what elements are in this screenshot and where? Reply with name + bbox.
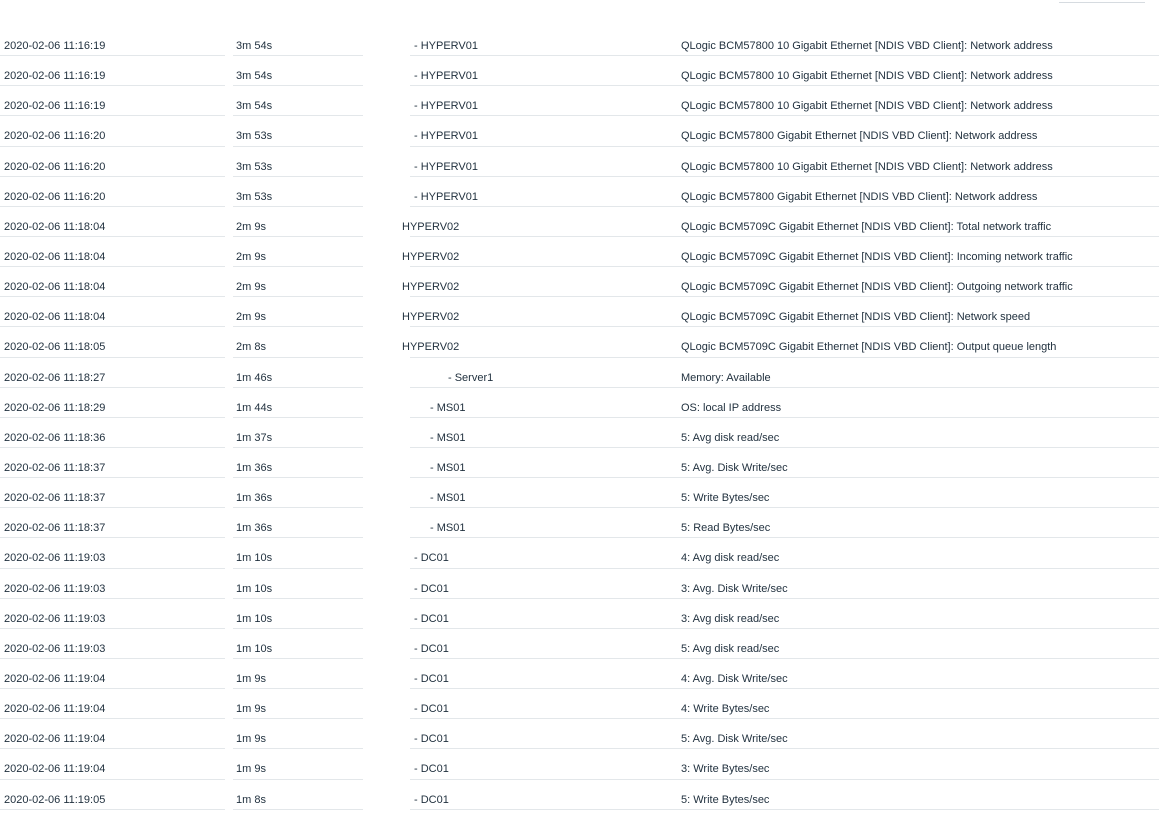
problem-link[interactable]: QLogic BCM5709C Gigabit Ethernet [NDIS VBD Client]: Total network traffic bbox=[681, 220, 1052, 233]
table-row[interactable] bbox=[0, 780, 1159, 810]
problem-link[interactable]: QLogic BCM5709C Gigabit Ethernet [NDIS VBD Client]: Outgoing network traffic bbox=[681, 281, 1073, 294]
duration-cell: 1m 9s bbox=[236, 672, 266, 685]
host-link[interactable]: - Server1 bbox=[448, 371, 494, 384]
duration-cell: 1m 9s bbox=[236, 763, 266, 776]
problem-link[interactable]: QLogic BCM5709C Gigabit Ethernet [NDIS VBD Client]: Incoming network traffic bbox=[681, 250, 1073, 263]
problem-link[interactable]: QLogic BCM5709C Gigabit Ethernet [NDIS VBD Client]: Output queue length bbox=[681, 341, 1057, 354]
duration-cell: 1m 37s bbox=[236, 431, 273, 444]
duration-cell: 1m 9s bbox=[236, 703, 266, 716]
problem-link[interactable]: QLogic BCM57800 10 Gigabit Ethernet [NDIS VBD Client]: Network address bbox=[681, 40, 1053, 52]
duration-cell: 1m 36s bbox=[236, 522, 273, 535]
time-cell: 2020-02-06 11:18:37 bbox=[4, 461, 106, 474]
host-link[interactable]: - DC01 bbox=[414, 582, 449, 595]
duration-cell: 2m 9s bbox=[236, 281, 266, 294]
table-row[interactable] bbox=[0, 56, 1159, 86]
time-cell: 2020-02-06 11:19:04 bbox=[4, 672, 106, 685]
duration-cell: 1m 44s bbox=[236, 401, 273, 414]
duration-cell: 3m 53s bbox=[236, 190, 273, 203]
table-row[interactable] bbox=[0, 478, 1159, 508]
duration-cell: 2m 9s bbox=[236, 311, 266, 324]
host-link[interactable]: HYPERV02 bbox=[402, 341, 460, 354]
problem-link[interactable]: 5: Write Bytes/sec bbox=[681, 793, 770, 806]
problem-link[interactable]: 5: Read Bytes/sec bbox=[681, 522, 771, 535]
duration-cell: 2m 9s bbox=[236, 220, 266, 233]
duration-cell: 3m 54s bbox=[236, 40, 273, 52]
time-cell: 2020-02-06 11:16:19 bbox=[4, 70, 106, 83]
problem-link[interactable]: QLogic BCM57800 Gigabit Ethernet [NDIS VBD Client]: Network address bbox=[681, 130, 1038, 143]
table-row[interactable] bbox=[0, 147, 1159, 177]
problems-table bbox=[0, 26, 1159, 810]
duration-cell: 1m 36s bbox=[236, 461, 273, 474]
time-cell: 2020-02-06 11:18:29 bbox=[4, 401, 106, 414]
table-row[interactable] bbox=[0, 659, 1159, 689]
table-row[interactable] bbox=[0, 116, 1159, 146]
table-row[interactable] bbox=[0, 237, 1159, 267]
problem-link[interactable]: QLogic BCM5709C Gigabit Ethernet [NDIS VBD Client]: Network speed bbox=[681, 311, 1031, 324]
time-cell: 2020-02-06 11:19:03 bbox=[4, 582, 106, 595]
table-row[interactable] bbox=[0, 418, 1159, 448]
duration-cell: 3m 53s bbox=[236, 160, 273, 173]
host-link[interactable]: - DC01 bbox=[414, 703, 449, 716]
duration-cell: 3m 54s bbox=[236, 70, 273, 83]
time-cell: 2020-02-06 11:18:37 bbox=[4, 522, 106, 535]
duration-cell: 1m 10s bbox=[236, 642, 273, 655]
duration-cell: 1m 8s bbox=[236, 793, 266, 806]
host-link[interactable]: - DC01 bbox=[414, 642, 449, 655]
time-cell: 2020-02-06 11:18:04 bbox=[4, 250, 106, 263]
time-cell: 2020-02-06 11:19:03 bbox=[4, 552, 106, 565]
problem-link[interactable]: QLogic BCM57800 10 Gigabit Ethernet [NDIS VBD Client]: Network address bbox=[681, 160, 1053, 173]
table-row[interactable] bbox=[0, 207, 1159, 237]
problem-link[interactable]: QLogic BCM57800 10 Gigabit Ethernet [NDIS VBD Client]: Network address bbox=[681, 100, 1053, 113]
host-link[interactable]: - HYPERV01 bbox=[414, 130, 478, 143]
duration-cell: 3m 53s bbox=[236, 130, 273, 143]
row-divider bbox=[0, 809, 225, 810]
problem-link[interactable]: 4: Avg disk read/sec bbox=[681, 552, 780, 565]
host-link[interactable]: - DC01 bbox=[414, 763, 449, 776]
problem-link[interactable]: 4: Write Bytes/sec bbox=[681, 703, 770, 716]
problem-link[interactable]: Memory: Available bbox=[681, 371, 771, 384]
host-link[interactable]: - MS01 bbox=[430, 492, 466, 505]
row-divider bbox=[410, 809, 1159, 810]
problem-link[interactable]: 3: Avg. Disk Write/sec bbox=[681, 582, 788, 595]
time-cell: 2020-02-06 11:16:20 bbox=[4, 190, 106, 203]
table-row[interactable] bbox=[0, 358, 1159, 388]
table-row[interactable] bbox=[0, 538, 1159, 568]
host-link[interactable]: HYPERV02 bbox=[402, 220, 460, 233]
table-row[interactable] bbox=[0, 599, 1159, 629]
host-link[interactable]: - DC01 bbox=[414, 552, 449, 565]
problem-link[interactable]: 5: Avg disk read/sec bbox=[681, 431, 780, 444]
host-link[interactable]: - HYPERV01 bbox=[414, 190, 478, 203]
table-row[interactable] bbox=[0, 177, 1159, 207]
time-cell: 2020-02-06 11:16:19 bbox=[4, 40, 106, 52]
problem-link[interactable]: 4: Avg. Disk Write/sec bbox=[681, 672, 788, 685]
time-cell: 2020-02-06 11:18:37 bbox=[4, 492, 106, 505]
duration-cell: 1m 46s bbox=[236, 371, 273, 384]
time-cell: 2020-02-06 11:19:05 bbox=[4, 793, 106, 806]
duration-cell: 2m 9s bbox=[236, 250, 266, 263]
duration-cell: 2m 8s bbox=[236, 341, 266, 354]
problem-link[interactable]: 5: Avg. Disk Write/sec bbox=[681, 461, 788, 474]
duration-cell: 1m 10s bbox=[236, 552, 273, 565]
problem-link[interactable]: QLogic BCM57800 10 Gigabit Ethernet [NDIS VBD Client]: Network address bbox=[681, 70, 1053, 83]
time-cell: 2020-02-06 11:18:36 bbox=[4, 431, 106, 444]
host-link[interactable]: - MS01 bbox=[430, 431, 466, 444]
time-cell: 2020-02-06 11:19:04 bbox=[4, 703, 106, 716]
problem-link[interactable]: OS: local IP address bbox=[681, 401, 782, 414]
host-link[interactable]: - MS01 bbox=[430, 401, 466, 414]
time-cell: 2020-02-06 11:18:04 bbox=[4, 220, 106, 233]
table-row[interactable] bbox=[0, 297, 1159, 327]
time-cell: 2020-02-06 11:18:05 bbox=[4, 341, 106, 354]
time-cell: 2020-02-06 11:16:20 bbox=[4, 130, 106, 143]
host-link[interactable]: - DC01 bbox=[414, 612, 449, 625]
host-link[interactable]: HYPERV02 bbox=[402, 281, 460, 294]
problem-link[interactable]: 5: Write Bytes/sec bbox=[681, 492, 770, 505]
host-link[interactable]: - HYPERV01 bbox=[414, 40, 478, 52]
table-row[interactable] bbox=[0, 448, 1159, 478]
time-cell: 2020-02-06 11:19:04 bbox=[4, 763, 106, 776]
table-row[interactable] bbox=[0, 629, 1159, 659]
table-row[interactable] bbox=[0, 267, 1159, 297]
problem-link[interactable]: 3: Avg disk read/sec bbox=[681, 612, 780, 625]
table-row[interactable] bbox=[0, 388, 1159, 418]
duration-cell: 1m 36s bbox=[236, 492, 273, 505]
host-link[interactable]: HYPERV02 bbox=[402, 250, 460, 263]
host-link[interactable]: - HYPERV01 bbox=[414, 100, 478, 113]
time-cell: 2020-02-06 11:16:19 bbox=[4, 100, 106, 113]
time-cell: 2020-02-06 11:18:04 bbox=[4, 311, 106, 324]
header-control-edge bbox=[1059, 0, 1145, 3]
host-link[interactable]: - DC01 bbox=[414, 672, 449, 685]
row-divider bbox=[233, 809, 363, 810]
table-row[interactable] bbox=[0, 569, 1159, 599]
problem-link[interactable]: QLogic BCM57800 Gigabit Ethernet [NDIS VBD Client]: Network address bbox=[681, 190, 1038, 203]
table-row[interactable] bbox=[0, 86, 1159, 116]
duration-cell: 1m 10s bbox=[236, 582, 273, 595]
time-cell: 2020-02-06 11:19:03 bbox=[4, 612, 106, 625]
host-link[interactable]: - HYPERV01 bbox=[414, 160, 478, 173]
table-row[interactable] bbox=[0, 327, 1159, 357]
time-cell: 2020-02-06 11:18:27 bbox=[4, 371, 106, 384]
duration-cell: 1m 9s bbox=[236, 733, 266, 746]
table-row[interactable] bbox=[0, 719, 1159, 749]
time-cell: 2020-02-06 11:16:20 bbox=[4, 160, 106, 173]
problem-link[interactable]: 5: Avg disk read/sec bbox=[681, 642, 780, 655]
time-cell: 2020-02-06 11:19:03 bbox=[4, 642, 106, 655]
time-cell: 2020-02-06 11:18:04 bbox=[4, 281, 106, 294]
table-row[interactable] bbox=[0, 749, 1159, 779]
problem-link[interactable]: 3: Write Bytes/sec bbox=[681, 763, 770, 776]
host-link[interactable]: - DC01 bbox=[414, 733, 449, 746]
host-link[interactable]: HYPERV02 bbox=[402, 311, 460, 324]
host-link[interactable]: - MS01 bbox=[430, 461, 466, 474]
problem-link[interactable]: 5: Avg. Disk Write/sec bbox=[681, 733, 788, 746]
duration-cell: 1m 10s bbox=[236, 612, 273, 625]
time-cell: 2020-02-06 11:19:04 bbox=[4, 733, 106, 746]
host-link[interactable]: - DC01 bbox=[414, 793, 449, 806]
table-row[interactable] bbox=[0, 26, 1159, 56]
host-link[interactable]: - MS01 bbox=[430, 522, 466, 535]
host-link[interactable]: - HYPERV01 bbox=[414, 70, 478, 83]
table-row[interactable] bbox=[0, 508, 1159, 538]
duration-cell: 3m 54s bbox=[236, 100, 273, 113]
table-row[interactable] bbox=[0, 689, 1159, 719]
